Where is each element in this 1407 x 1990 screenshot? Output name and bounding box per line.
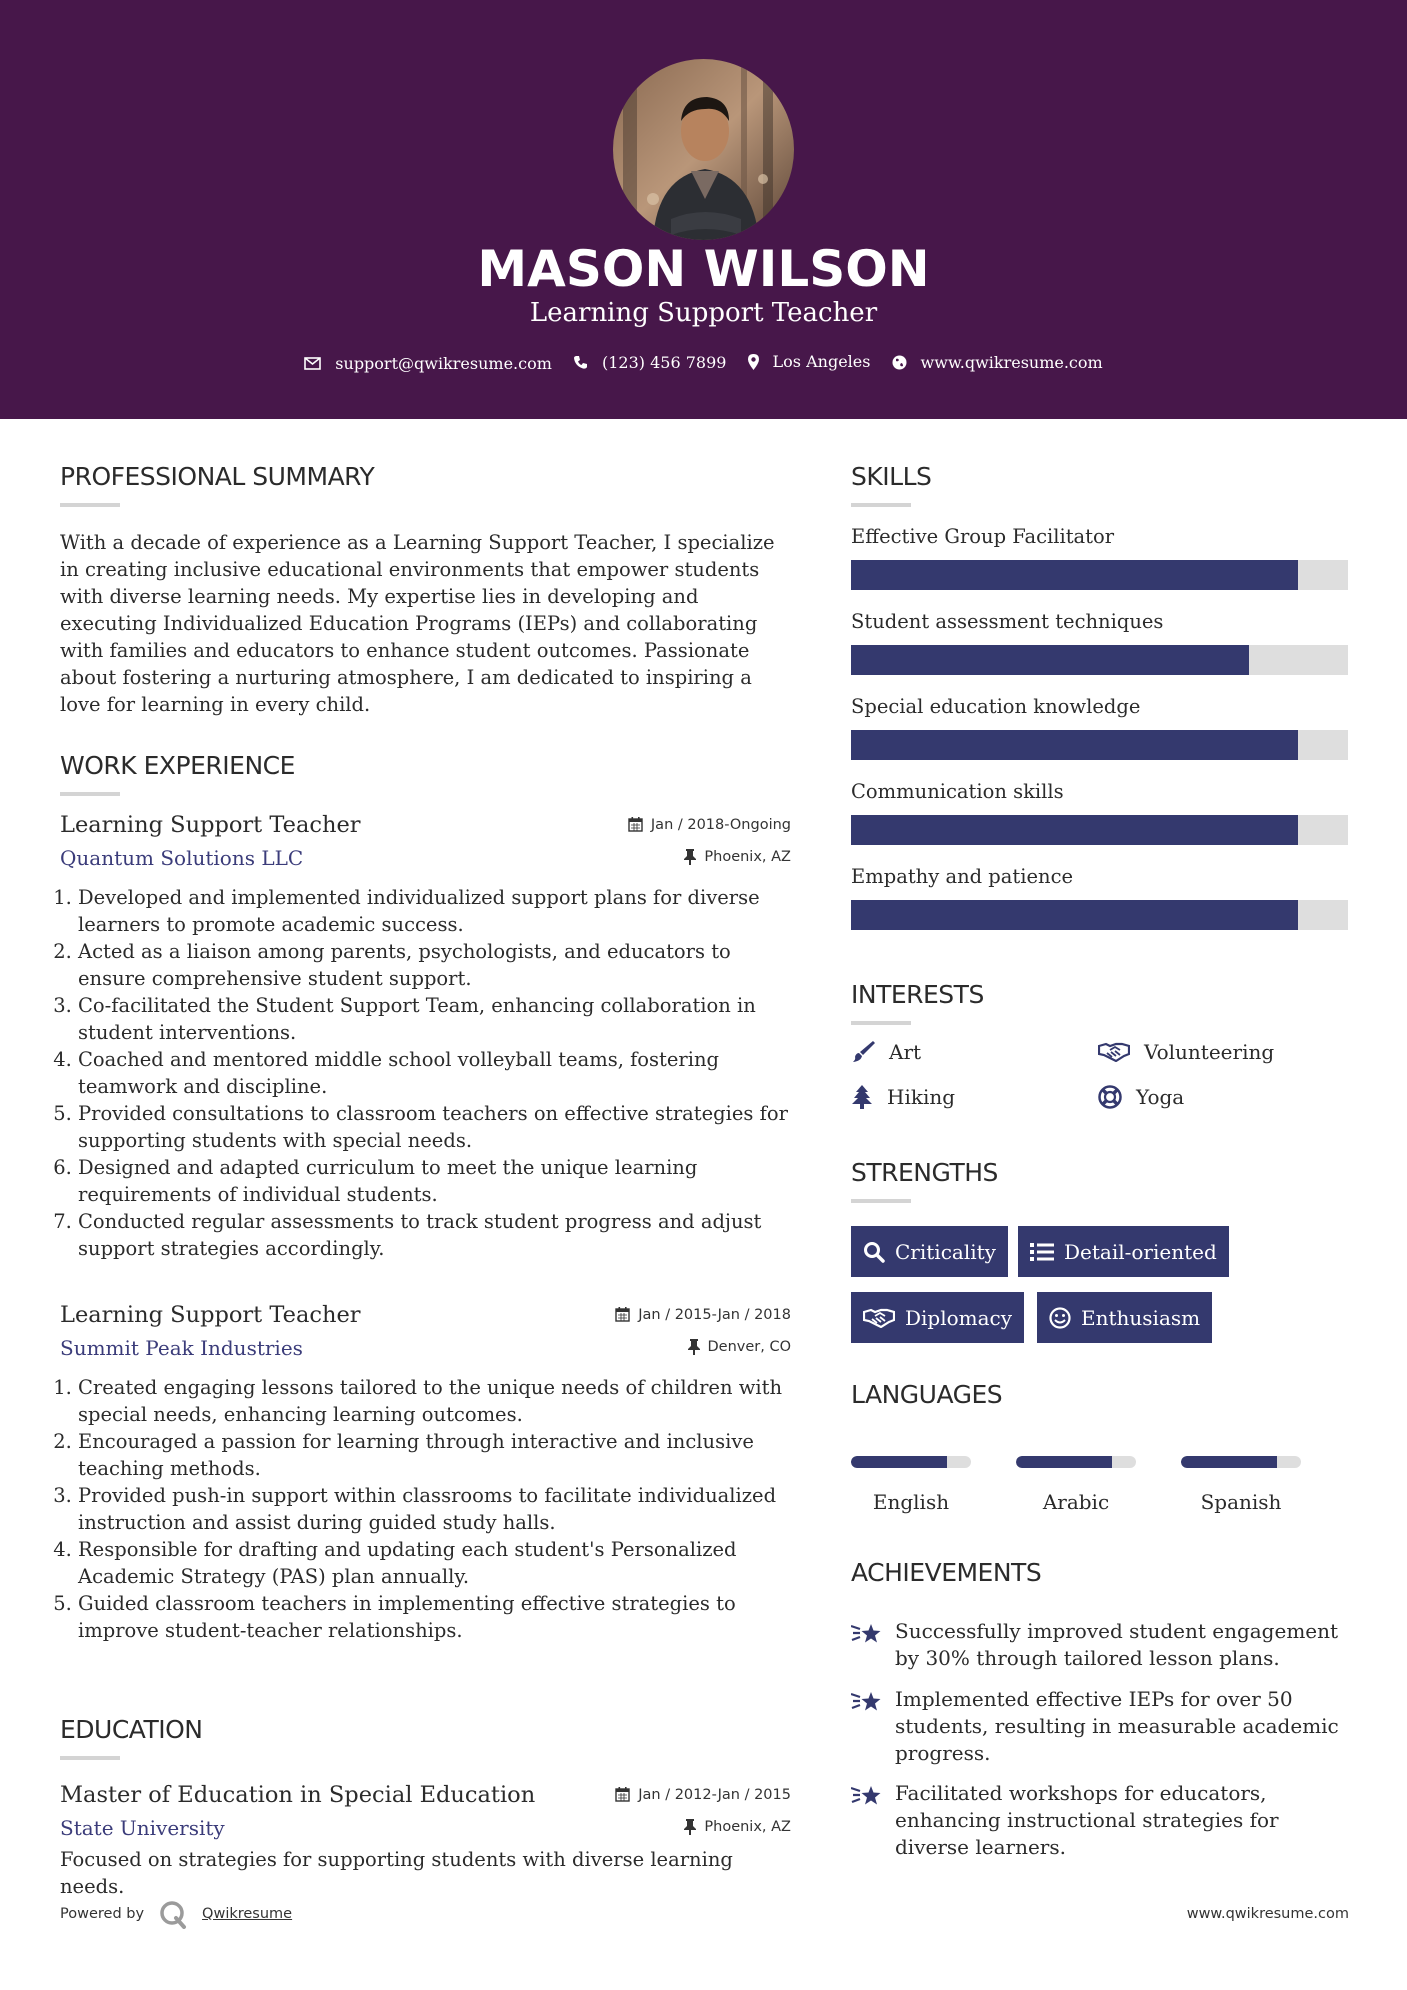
- language-label: English: [872, 1490, 950, 1514]
- language-item: [1181, 1456, 1301, 1514]
- job-bullets: [60, 1374, 791, 1644]
- lifebuoy-icon: [1098, 1085, 1122, 1109]
- section-rule: [851, 1199, 911, 1203]
- map-pin-icon: [748, 354, 759, 370]
- list-item: 2. Encouraged a passion for learning through interactive and inclusive teaching methods.: [78, 1428, 791, 1482]
- language-bar-fill: [851, 1456, 947, 1468]
- interest-item: [851, 1040, 921, 1064]
- achievements-section: [851, 1558, 1348, 1587]
- location-text: Los Angeles: [772, 352, 871, 371]
- job-title: Learning Support Teacher: [60, 812, 361, 838]
- handshake-icon: [863, 1308, 895, 1328]
- shooting-star-icon: [851, 1782, 883, 1810]
- language-bar-fill: [1181, 1456, 1277, 1468]
- language-bar: [1016, 1456, 1136, 1468]
- interest-item: [851, 1085, 955, 1109]
- language-bar: [1181, 1456, 1301, 1468]
- section-rule: [60, 503, 120, 507]
- school-name: State University: [60, 1816, 225, 1840]
- skill-item: [851, 865, 1348, 950]
- skill-label: Special education knowledge: [851, 695, 1141, 718]
- language-bar-fill: [1016, 1456, 1112, 1468]
- job-dates-text: Jan / 2018-Ongoing: [650, 816, 791, 833]
- strength-label: Detail-oriented: [1064, 1239, 1217, 1264]
- language-label: Arabic: [1042, 1490, 1110, 1514]
- candidate-role: Learning Support Teacher: [529, 298, 878, 328]
- job-entry: [60, 812, 791, 1262]
- strengths-title: STRENGTHS: [851, 1158, 998, 1187]
- contact-email[interactable]: [304, 354, 552, 373]
- footer-powered-by: [60, 1899, 292, 1929]
- list-icon: [1030, 1242, 1054, 1262]
- achievement-text: Implemented effective IEPs for over 50 students, resulting in measurable academic progress.: [895, 1687, 1339, 1765]
- strength-label: Enthusiasm: [1081, 1305, 1201, 1330]
- achievement-item: [851, 1686, 1351, 1767]
- education-location: [684, 1819, 791, 1835]
- section-rule: [851, 1021, 911, 1025]
- education-title: EDUCATION: [60, 1715, 203, 1744]
- list-item: 7. Conducted regular assessments to track student progress and adjust support strategies accordingly.: [78, 1208, 791, 1262]
- job-dates: [615, 1307, 791, 1323]
- strength-label: Diplomacy: [905, 1305, 1013, 1330]
- job-dates-text: Jan / 2015-Jan / 2018: [638, 1306, 791, 1323]
- skill-bar-fill: [851, 900, 1298, 930]
- education-dates-text: Jan / 2012-Jan / 2015: [638, 1786, 791, 1803]
- pushpin-icon: [688, 1339, 700, 1355]
- contact-bar: [0, 352, 1407, 374]
- skill-label: Student assessment techniques: [851, 610, 1164, 633]
- languages-title: LANGUAGES: [851, 1380, 1003, 1409]
- skill-label: Empathy and patience: [851, 865, 1074, 888]
- footer-site[interactable]: www.qwikresume.com: [1186, 1906, 1349, 1922]
- calendar-icon: [628, 817, 643, 832]
- interest-label: Art: [889, 1040, 922, 1064]
- envelope-icon: [304, 357, 321, 370]
- tree-icon: [851, 1085, 873, 1109]
- section-rule: [60, 1756, 120, 1760]
- contact-phone[interactable]: [573, 353, 726, 372]
- degree-title: Master of Education in Special Education: [60, 1782, 536, 1808]
- interest-label: Yoga: [1136, 1085, 1185, 1109]
- interests-title: INTERESTS: [851, 980, 984, 1009]
- education-dates: [615, 1787, 791, 1803]
- education-section: [60, 1715, 791, 1900]
- education-description: Focused on strategies for supporting students with diverse learning needs.: [60, 1848, 733, 1898]
- list-item: 3. Co-facilitated the Student Support Team, enhancing collaboration in student interventions.: [78, 992, 791, 1046]
- job-location-text: Denver, CO: [707, 1339, 791, 1355]
- brand-link[interactable]: Qwikresume: [202, 1906, 293, 1922]
- skill-bar-fill: [851, 730, 1298, 760]
- resume-header: [0, 0, 1407, 419]
- skill-bar: [851, 730, 1348, 760]
- list-item: 1. Developed and implemented individualized support plans for diverse learners to promote academic success.: [78, 884, 791, 938]
- skills-list: [851, 525, 1348, 950]
- shooting-star-icon: [851, 1688, 883, 1716]
- qwikresume-logo-icon: [158, 1899, 188, 1929]
- calendar-icon: [615, 1307, 630, 1322]
- skill-label: Communication skills: [851, 780, 1064, 803]
- smile-icon: [1049, 1307, 1071, 1329]
- list-item: 4. Coached and mentored middle school volleyball teams, fostering teamwork and discipline.: [78, 1046, 791, 1100]
- job-location: [684, 849, 791, 865]
- skill-bar: [851, 560, 1348, 590]
- summary-text: With a decade of experience as a Learning Support Teacher, I specialize in creating inclusive educational environments that empower students with diverse learning needs. My expertise lies in developing and executing Individualized Education Programs (IEPs) and collaborating with families and educators to enhance student outcomes. Passionate about fostering a nurturing atmosphere, I am dedicated to inspiring a love for learning in every child.: [60, 531, 775, 716]
- language-bar: [851, 1456, 971, 1468]
- interest-item: [1098, 1040, 1274, 1064]
- job-title: Learning Support Teacher: [60, 1302, 361, 1328]
- skill-item: [851, 695, 1348, 780]
- skill-bar: [851, 900, 1348, 930]
- achievement-text: Successfully improved student engagement by 30% through tailored lesson plans.: [895, 1619, 1339, 1670]
- calendar-icon: [615, 1787, 630, 1802]
- summary-title: PROFESSIONAL SUMMARY: [60, 462, 375, 491]
- language-item: [851, 1456, 971, 1514]
- interests-section: [851, 980, 1348, 1025]
- list-item: 2. Acted as a liaison among parents, psychologists, and educators to ensure comprehensive student support.: [78, 938, 791, 992]
- education-location-text: Phoenix, AZ: [704, 1819, 791, 1835]
- skill-item: [851, 780, 1348, 865]
- skill-bar-fill: [851, 815, 1298, 845]
- list-item: 5. Provided consultations to classroom teachers on effective strategies for supporting students with special needs.: [78, 1100, 791, 1154]
- strength-badge: [851, 1292, 1024, 1343]
- interest-item: [1098, 1085, 1184, 1109]
- pushpin-icon: [684, 1819, 696, 1835]
- list-item: 4. Responsible for drafting and updating each student's Personalized Academic Strategy (PAS) plan annually.: [78, 1536, 791, 1590]
- section-rule: [851, 503, 911, 507]
- contact-location: [748, 352, 871, 371]
- email-text: support@qwikresume.com: [335, 353, 552, 373]
- skills-title: SKILLS: [851, 462, 932, 491]
- section-rule: [60, 792, 120, 796]
- job-dates: [628, 817, 791, 833]
- skill-bar: [851, 645, 1348, 675]
- candidate-name: MASON WILSON: [477, 240, 930, 298]
- languages-section: [851, 1380, 1348, 1409]
- phone-icon: [573, 355, 588, 370]
- skill-item: [851, 610, 1348, 695]
- list-item: 3. Provided push-in support within classrooms to facilitate individualized instruction and assist during guided study halls.: [78, 1482, 791, 1536]
- list-item: 5. Guided classroom teachers in implementing effective strategies to improve student-teacher relationships.: [78, 1590, 791, 1644]
- interest-label: Volunteering: [1144, 1040, 1275, 1064]
- achievement-text: Facilitated workshops for educators, enhancing instructional strategies for diverse learners.: [895, 1781, 1279, 1859]
- strength-label: Criticality: [895, 1239, 996, 1264]
- experience-title: WORK EXPERIENCE: [60, 751, 295, 780]
- job-entry: [60, 1302, 791, 1644]
- contact-website[interactable]: [892, 353, 1103, 372]
- skills-section: [851, 462, 1348, 950]
- globe-icon: [892, 355, 907, 370]
- job-bullets: [60, 884, 791, 1262]
- language-item: [1016, 1456, 1136, 1514]
- company-name: Quantum Solutions LLC: [60, 846, 304, 870]
- summary-section: [60, 462, 790, 718]
- job-location-text: Phoenix, AZ: [704, 849, 791, 865]
- search-icon: [863, 1241, 885, 1263]
- strength-badge: [1018, 1226, 1229, 1277]
- phone-text: (123) 456 7899: [601, 352, 727, 372]
- experience-section: [60, 751, 790, 796]
- shooting-star-icon: [851, 1620, 883, 1648]
- pushpin-icon: [684, 849, 696, 865]
- handshake-icon: [1098, 1042, 1130, 1062]
- avatar: [613, 59, 794, 240]
- achievement-item: [851, 1780, 1351, 1861]
- language-label: Spanish: [1200, 1490, 1282, 1514]
- paintbrush-icon: [851, 1041, 875, 1063]
- list-item: 6. Designed and adapted curriculum to meet the unique learning requirements of individual students.: [78, 1154, 791, 1208]
- job-location: [688, 1339, 792, 1355]
- achievement-item: [851, 1618, 1351, 1672]
- strength-badge: [1037, 1292, 1212, 1343]
- company-name: Summit Peak Industries: [60, 1336, 303, 1360]
- interest-label: Hiking: [887, 1085, 956, 1109]
- strength-badge: [851, 1226, 1008, 1277]
- skill-bar: [851, 815, 1348, 845]
- powered-by-text: Powered by: [60, 1906, 145, 1922]
- skill-bar-fill: [851, 645, 1249, 675]
- strengths-section: [851, 1158, 1348, 1203]
- website-text: www.qwikresume.com: [920, 352, 1103, 372]
- skill-bar-fill: [851, 560, 1298, 590]
- skill-item: [851, 525, 1348, 610]
- achievements-title: ACHIEVEMENTS: [851, 1558, 1042, 1587]
- skill-label: Effective Group Facilitator: [851, 525, 1115, 548]
- list-item: 1. Created engaging lessons tailored to the unique needs of children with special needs, enhancing learning outcomes.: [78, 1374, 791, 1428]
